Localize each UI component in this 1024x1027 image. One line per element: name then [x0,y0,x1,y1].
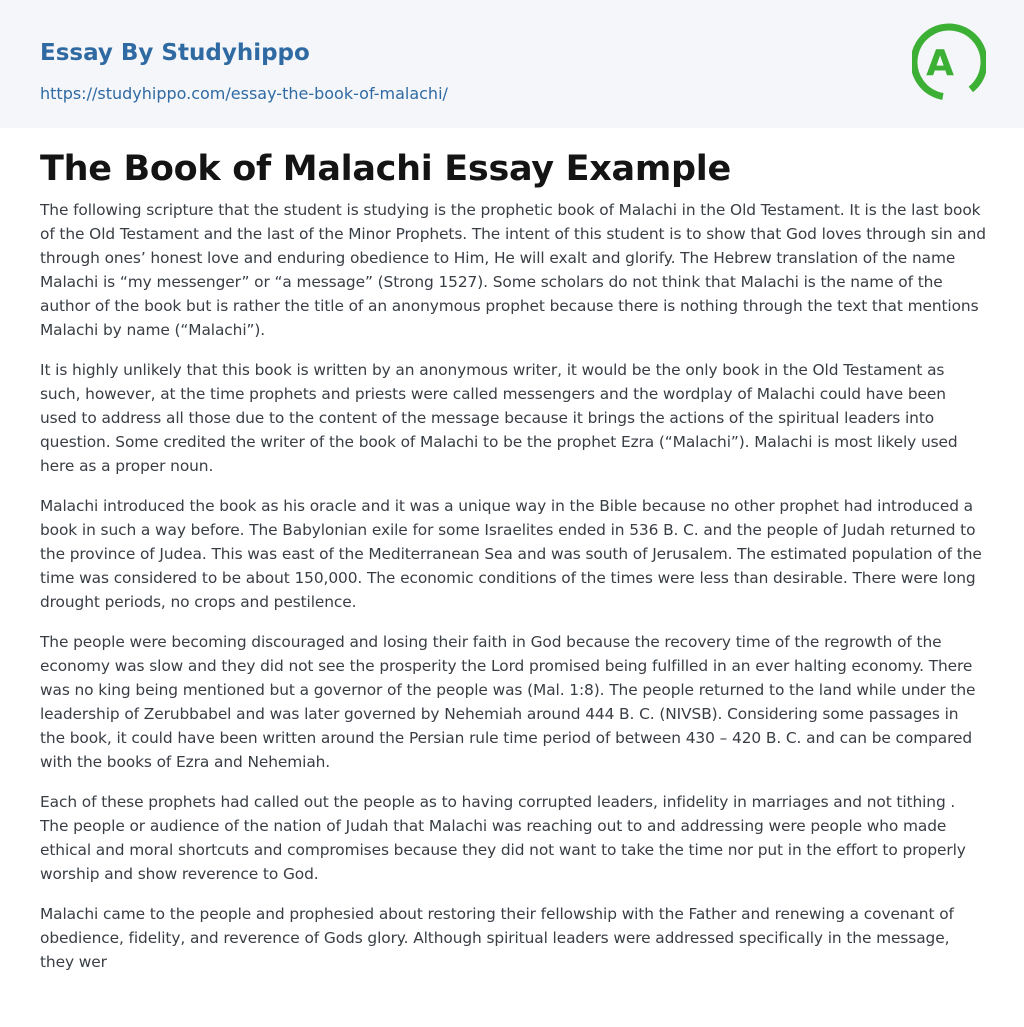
logo-letter: A [926,43,954,84]
article-paragraph: Malachi came to the people and prophesied about restoring their fellowship with the Father and renewing a covenant of obedience, fidelity, and reverence of Gods glory. Although spiritual leaders were addressed specifically in the message, they wer [40,905,954,971]
article-paragraph: Malachi introduced the book as his oracle and it was a unique way in the Bible because no other prophet had introduced a book in such a way before. The Babylonian exile for some Israelites ended in 536 B. C. and the people of Judah returned to the province of Judea. This was east of the Mediterranean Sea and was south of Jerusalem. The estimated population of the time was considered to be about 150,000. The economic conditions of the times were less than desirable. There were long drought periods, no crops and pestilence. [40,497,982,611]
essay-url-link[interactable]: https://studyhippo.com/essay-the-book-of-malachi/ [40,84,448,103]
article-paragraph: The people were becoming discouraged and losing their faith in God because the recovery time of the regrowth of the economy was slow and they did not see the prosperity the Lord promised being fulfilled in an ever halting economy. There was no king being mentioned but a governor of the people was (Mal. 1:8). The people returned to the land while under the leadership of Zerubbabel and was later governed by Nehemiah around 444 B. C. (NIVSB). Considering some passages in the book, it could have been written around the Persian rule time period of between 430 – 420 B. C. and can be compared with the books of Ezra and Nehemiah. [40,633,976,771]
article-paragraph: The following scripture that the student is studying is the prophetic book of Malachi in the Old Testament. It is the last book of the Old Testament and the last of the Minor Prophets. The intent of this student is to show that God loves through sin and through ones’ honest love and enduring obedience to Him, He will exalt and glorify. The Hebrew translation of the name Malachi is “my messenger” or “a message” (Strong 1527). Some scholars do not think that Malachi is the name of the author of the book but is rather the title of an anonymous prophet because there is nothing through the text that mentions Malachi by name (“Malachi”). [40,201,986,339]
site-brand[interactable]: Essay By Studyhippo [40,40,310,66]
article-paragraph: It is highly unlikely that this book is written by an anonymous writer, it would be the only book in the Old Testament as such, however, at the time prophets and priests were called messengers and the wordplay of Malachi could have been used to address all those due to the content of the message because it brings the actions of the spiritual leaders into question. Some credited the writer of the book of Malachi to be the prophet Ezra (“Malachi”). Malachi is most likely used here as a proper noun. [40,361,958,475]
page-title: The Book of Malachi Essay Example [40,149,731,189]
studyhippo-logo-icon[interactable] [912,18,986,106]
article [0,128,1024,974]
site-header [0,0,1024,128]
article-paragraph: Each of these prophets had called out the people as to having corrupted leaders, infidelity in marriages and not tithing . The people or audience of the nation of Judah that Malachi was reaching out to and addressing were people who made ethical and moral shortcuts and compromises because they did not want to take the time nor put in the effort to properly worship and show reverence to God. [40,793,966,883]
